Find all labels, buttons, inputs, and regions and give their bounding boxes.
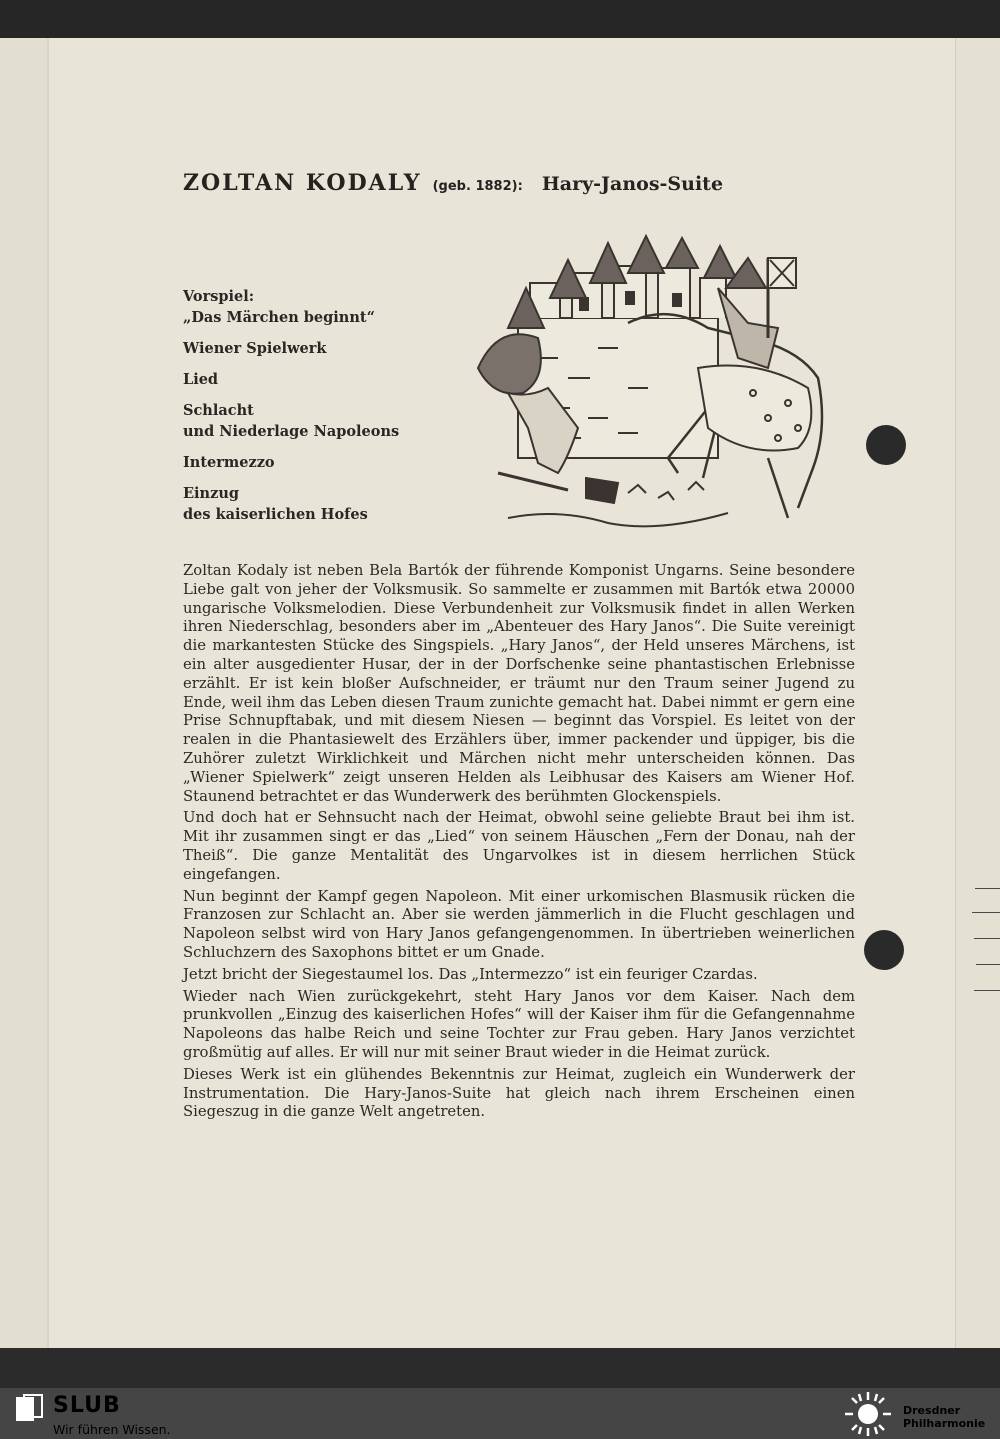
edge-mark — [975, 888, 1000, 889]
castle-horseman-illustration — [468, 228, 860, 540]
edge-mark — [974, 938, 1000, 939]
paragraph: Und doch hat er Sehnsucht nach der Heimat, obwohl seine geliebte Braut bei ihm ist. Mit ihr zusammen singt er das „Lied“ von seinem Häuschen „Fern der Donau, nah der Theiß“. Die ganze Mentalität des Ungarvolkes ist in diesem herrlichen Stück eingefangen. — [183, 809, 855, 883]
paragraph: Jetzt bricht der Siegestaumel los. Das „Intermezzo“ ist ein feuriger Czardas. — [183, 965, 758, 983]
page-fold-left — [0, 38, 48, 1348]
edge-mark — [972, 912, 1000, 913]
edge-mark — [974, 990, 1000, 991]
partner-name: Dresdner Philharmonie — [903, 1404, 986, 1430]
movement-item: Einzug des kaiserlichen Hofes — [183, 485, 368, 523]
movement-item: Schlacht und Niederlage Napoleons — [183, 402, 400, 440]
paragraph: Nun beginnt der Kampf gegen Napoleon. Mit einer urkomischen Blasmusik rücken die Franzosen zur Schlacht an. Aber sie werden jämmerlich in die Flucht geschlagen und Napoleon selbst wird von Hary Janos gefangengenommen. In übertrieben weinerlichen Schluchzern des Saxophons bittet er um Gnade. — [183, 887, 855, 961]
paragraph: Zoltan Kodaly ist neben Bela Bartók der führende Komponist Ungarns. Seine besondere Liebe galt von jeher der Volksmusik. So sammelte er zusammen mit Bartók etwa 20000 ungarische Volksmelodien. Diese Verbundenheit zur Volksmusik findet in allen Werken ihren Niederschlag, besonders aber im „Abenteuer des Hary Janos“. Die Suite vereinigt die markantesten Stücke des Singspiels. „Hary Janos“, der Held unseres Märchens, ist ein alter ausgedienter Husar, der in der Dorfschenke seine phantastischen Erlebnisse erzählt. Er ist kein bloßer Aufschneider, er träumt nur den Traum seiner Jugend zu Ende, weil ihm das Leben diesen Traum zunichte gemacht hat. Dabei nimmt er gern eine Prise Schnupftabak, und mit diesem Niesen — beginnt das Vorspiel. Es leitet von der realen in die Phantasiewelt des Erzählers über, immer packender und üppiger, bis die Zuhörer zuletzt Wirklichkeit und Märchen nicht mehr unterscheiden können. Das „Wiener Spielwerk“ zeigt unseren Helden als Leibhusar des Kaisers am Wiener Hof. Staunend betrachtet er das Wunderwerk des berühmten Glockenspiels. — [183, 562, 855, 805]
paragraph: Wieder nach Wien zurückgekehrt, steht Hary Janos vor dem Kaiser. Nach dem prunkvollen „Einzug des kaiserlichen Hofes“ will der Kaiser ihm für die Gefangennahme Napoleons das halbe Reich und seine Tochter zur Frau geben. Hary Janos verzichtet großmütig auf alles. Er will nur mit seiner Braut wieder in die Heimat zurück. — [183, 987, 855, 1061]
slub-logo-icon — [14, 1393, 44, 1423]
edge-mark — [976, 964, 1000, 965]
page-title — [183, 170, 743, 200]
page-fold-right — [955, 38, 1000, 1348]
movement-list — [183, 286, 453, 535]
composer-name: ZOLTAN KODALY — [183, 170, 422, 196]
library-name: SLUB — [53, 1393, 121, 1418]
movement-item: Wiener Spielwerk — [183, 340, 327, 357]
movement-item: Vorspiel: „Das Märchen beginnt“ — [183, 288, 375, 326]
philharmonie-logo-icon — [842, 1390, 894, 1438]
punch-hole — [864, 930, 904, 970]
movement-item: Intermezzo — [183, 454, 275, 471]
scan-bottom-border — [0, 1348, 1000, 1388]
composer-dates: (geb. 1882): — [432, 179, 523, 194]
punch-hole — [866, 425, 906, 465]
work-title: Hary-Janos-Suite — [541, 173, 724, 195]
library-tagline: Wir führen Wissen. — [53, 1422, 171, 1437]
movement-item: Lied — [183, 371, 219, 388]
body-text — [183, 562, 855, 1125]
page-fold-line — [47, 38, 49, 1348]
scan-top-border — [0, 0, 1000, 38]
paragraph: Dieses Werk ist ein glühendes Bekenntnis zur Heimat, zugleich ein Wunderwerk der Instrumentation. Die Hary-Janos-Suite hat gleich nach ihrem Erscheinen einen Siegeszug in die ganze Welt angetreten. — [183, 1065, 855, 1121]
